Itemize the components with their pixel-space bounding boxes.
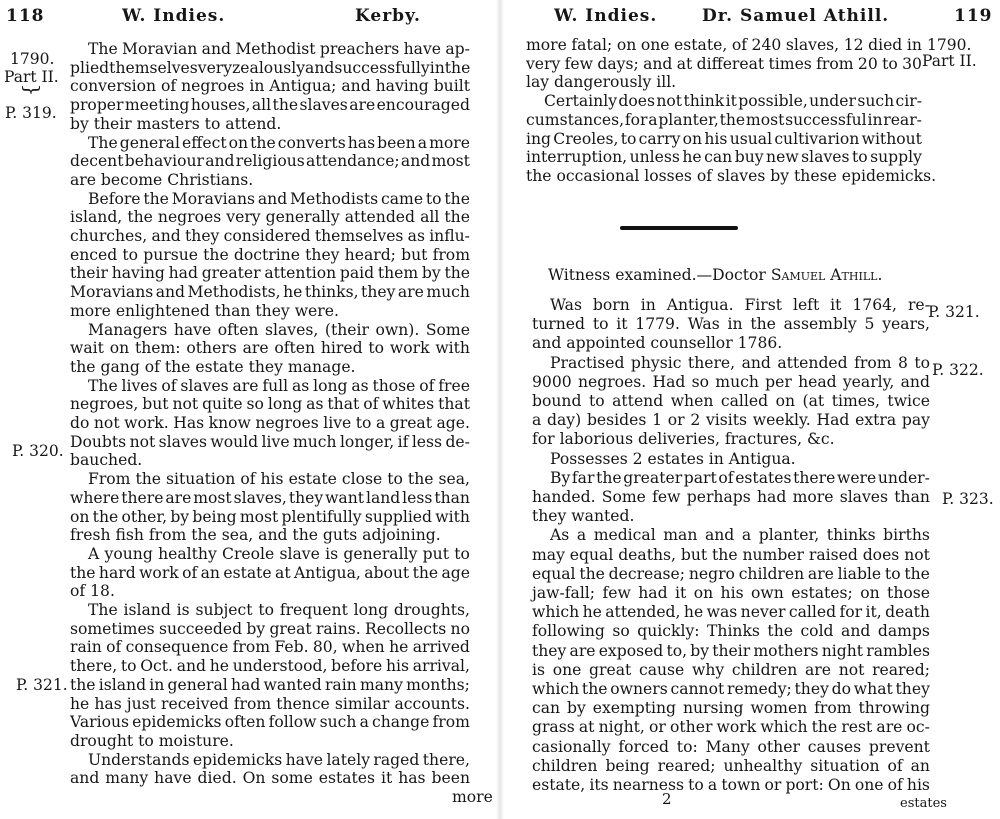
text-line: he has just received from thence similar accounts. (70, 694, 470, 713)
text-line: plied themselves very zealously and successfully in the (70, 58, 471, 77)
text-line: they are exposed to, by their mothers night rambles (532, 641, 930, 660)
text-line: casionally forced to: Many other causes prevent (532, 737, 930, 756)
text-line: jaw-fall; few had it on his own estates; on those (532, 584, 930, 602)
text-line: and appointed counsellor 1786. (532, 334, 783, 353)
margin-year: 1790. (927, 36, 972, 54)
witness-prefix: Witness examined.—Doctor (548, 266, 766, 284)
text-line: island, the negroes very generally attended all the (70, 208, 470, 227)
page-number: 118 (6, 6, 45, 26)
margin-year: 1790. (10, 50, 55, 68)
text-line: The general effect on the converts has been a more (88, 133, 470, 152)
text-line: where there are most slaves, they want land less than (70, 488, 470, 507)
text-line: by their masters to attend. (70, 114, 282, 133)
text-line: interruption, unless he can buy new slaves to supply (526, 148, 922, 167)
text-line: which the owners cannot remedy; they do what they (532, 680, 930, 698)
right-page (502, 0, 1000, 819)
signature-mark: 2 (662, 790, 672, 808)
text-line: Moravians and Methodists, he thinks, they are much (70, 283, 470, 302)
witness-name: Samuel Athill. (770, 266, 883, 284)
text-line: the hard work of an estate at Antigua, about the age (70, 563, 470, 582)
text-line: grass at night, or other work which the rest are oc- (532, 718, 930, 737)
text-line: wait on them: others are often hired to work with (70, 339, 470, 358)
text-line: Various epidemicks often follow such a change from (70, 713, 470, 732)
text-line: of 18. (70, 582, 115, 601)
text-line: The Moravian and Methodist preachers have ap- (88, 40, 470, 58)
running-head-right: Kerby. (355, 6, 421, 26)
left-page (0, 0, 498, 819)
text-line: Doubts not slaves would live much longer, if less de- (70, 432, 470, 451)
text-line: bound to attend when called on (at times, twice (532, 392, 930, 410)
text-line: cumstances, for a planter, the most successful in rear- (526, 110, 922, 129)
margin-page-ref: P. 321. (16, 676, 68, 694)
section-rule (620, 226, 738, 230)
text-line: following so quickly: Thinks the cold and damps (532, 622, 930, 641)
text-line: The lives of slaves are full as long as those of free (88, 376, 470, 395)
text-line: Understands epidemicks have lately raged there, (88, 750, 470, 769)
margin-page-ref: P. 323. (942, 490, 994, 508)
text-line: Managers have often slaves, (their own). Some (88, 320, 470, 339)
text-line: a day) besides 1 or 2 visits weekly. Had extra pay (532, 411, 930, 430)
running-head-right: Dr. Samuel Athill. (702, 6, 890, 26)
text-line: Practised physic there, and attended from 8 to (550, 353, 930, 372)
text-line: From the situation of his estate close to the sea, (88, 470, 470, 489)
running-head-left: W. Indies. (554, 6, 658, 26)
text-line: bauched. (70, 451, 143, 470)
text-line: 9000 negroes. Had so much per head yearly, and (532, 372, 930, 391)
margin-page-ref: P. 322. (932, 361, 984, 379)
text-line: can by exempting nursing women from throwing (532, 699, 930, 718)
text-line: Before the Moravians and Methodists came to the (88, 189, 470, 208)
margin-brace: } (20, 83, 45, 97)
text-line: decent behaviour and religious attendance; and most (70, 152, 470, 171)
margin-page-ref: P. 320. (12, 442, 64, 460)
margin-page-ref: P. 319. (5, 104, 57, 122)
text-line: Was born in Antigua. First left it 1764, re- (550, 296, 930, 314)
margin-part: Part II. (922, 52, 977, 70)
margin-page-ref: P. 321. (928, 303, 980, 321)
text-line: negroes, but not quite so long as that of whites that (70, 395, 470, 414)
text-line: there, to Oct. and he understood, before his arrival, (70, 657, 470, 676)
text-line: are become Christians. (70, 170, 254, 189)
text-line: estates (900, 796, 947, 812)
text-line: handed. Some few perhaps had more slaves than (532, 488, 930, 506)
text-line: turned to it 1779. Was in the assembly 5 years, (532, 315, 930, 334)
text-line: the island in general had wanted rain many months; (70, 675, 470, 694)
text-line: drought to moisture. (70, 731, 234, 750)
text-line: and many have died. On some estates it has been (70, 769, 470, 788)
margin-part: Part II. (4, 68, 59, 86)
text-line: Possesses 2 estates in Antigua. (550, 449, 796, 468)
text-line: very few days; and at differeat times from 20 to 30 (526, 54, 922, 73)
text-line: As a medical man and a planter, thinks births (550, 526, 930, 545)
text-line: more (452, 788, 493, 806)
text-line: the occasional losses of slaves by these epidemicks. (526, 166, 937, 185)
text-line: churches, and they considered themselves as influ- (70, 227, 470, 245)
text-line: for laborious deliveries, fractures, &c. (532, 430, 835, 449)
text-line: may equal deaths, but the number raised does not (532, 545, 930, 564)
witness-heading (548, 266, 882, 284)
text-line: proper meeting houses, all the slaves are encouraged (70, 96, 470, 115)
text-line: is one great cause why children are not reared; (532, 660, 930, 679)
text-line: rain of consequence from Feb. 80, when he arrived (70, 638, 470, 657)
running-head-left: W. Indies. (122, 6, 226, 26)
text-line: By far the greater part of estates there were under- (550, 468, 930, 487)
text-line: A young healthy Creole slave is generally put to (88, 544, 470, 563)
text-line: equal the decrease; negro children are liable to the (532, 564, 930, 583)
text-line: ing Creoles, to carry on his usual cultivarion without (526, 129, 922, 148)
text-line: Certainly does not think it possible, under such cir- (544, 92, 922, 111)
text-line: estate, its nearness to a town or port: On one of his (532, 776, 930, 794)
text-line: sometimes succeeded by great rains. Recollects no (70, 619, 470, 638)
text-line: The island is subject to frequent long droughts, (88, 601, 470, 619)
text-line: enced to pursue the doctrine they heard; but from (70, 245, 470, 264)
text-line: lay dangerously ill. (526, 73, 677, 92)
text-line: on the other, by being most plentifully supplied with (70, 507, 470, 526)
page-number: 119 (954, 6, 993, 26)
text-line: they wanted. (532, 507, 635, 526)
text-line: more enlightened than they were. (70, 301, 339, 320)
text-line: children being reared; unhealthy situation of an (532, 756, 930, 775)
text-line: conversion of negroes in Antigua; and having built (70, 77, 470, 96)
text-line: the gang of the estate they manage. (70, 357, 356, 376)
text-line: fresh fish from the sea, and the guts adjoining. (70, 526, 441, 545)
text-line: which he attended, he was never called for it, death (532, 603, 930, 622)
text-line: do not work. Has know negroes live to a great age. (70, 414, 470, 432)
text-line: more fatal; on one estate, of 240 slaves, 12 died in (526, 36, 922, 54)
text-line: their having had greater attention paid them by the (70, 264, 470, 283)
